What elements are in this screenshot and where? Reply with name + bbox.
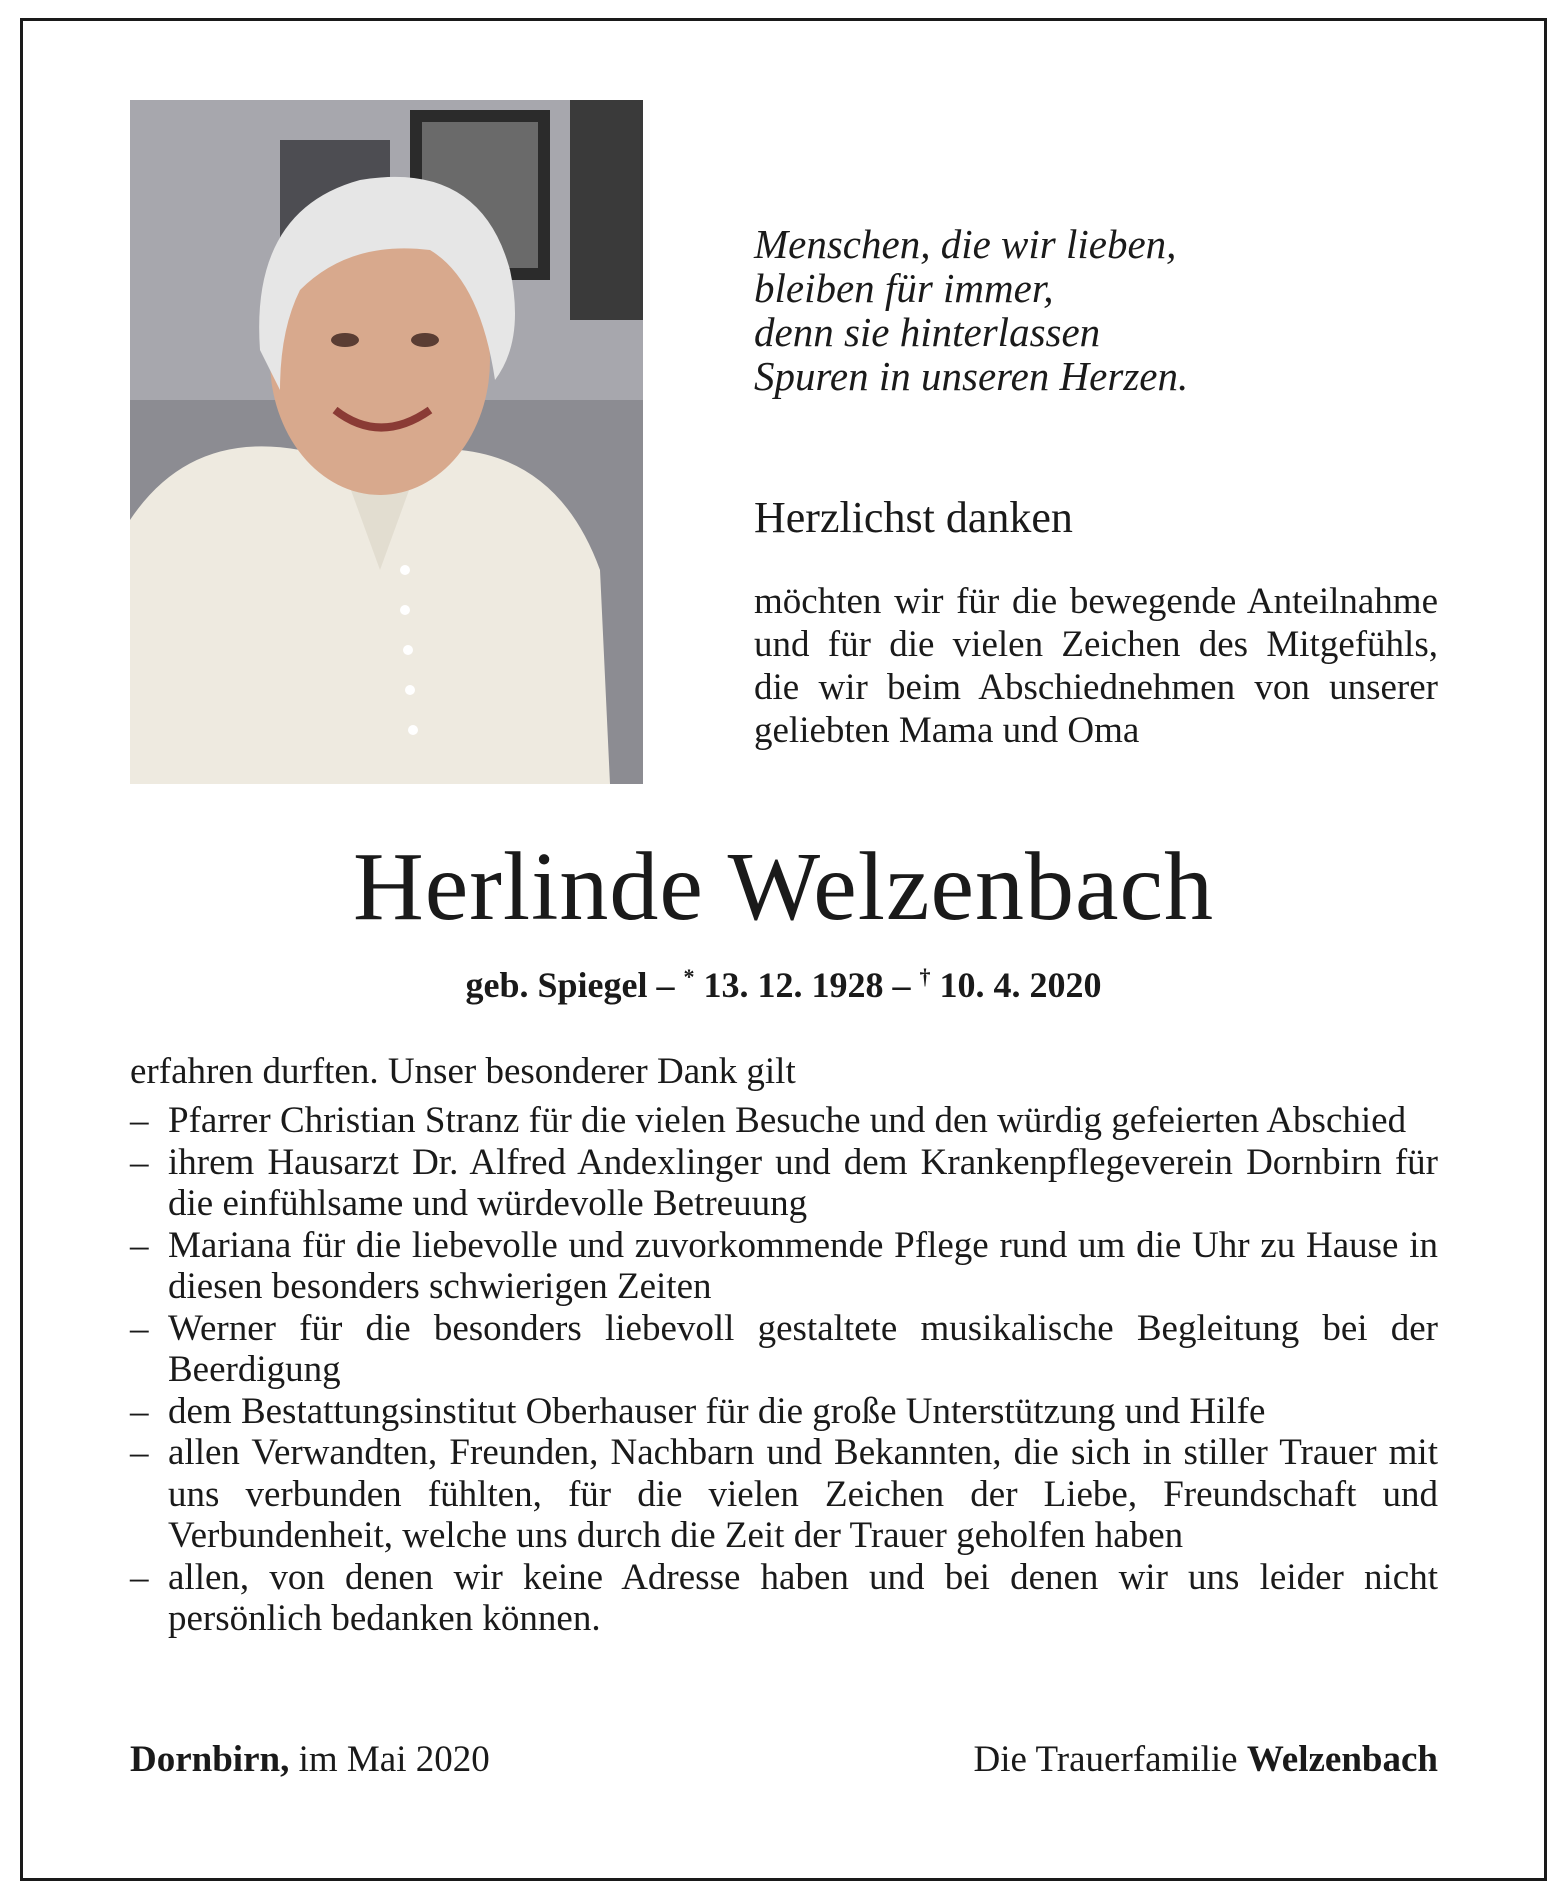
notice-date: im Mai 2020	[289, 1739, 490, 1780]
thanks-item: – ihrem Hausarzt Dr. Alfred Andexlinger und dem Krankenpflegeverein Dornbirn für die einfühlsame und würdevolle Betreuung	[130, 1142, 1438, 1225]
thanks-heading: Herzlichst danken	[754, 493, 1073, 542]
place-date	[130, 1738, 490, 1781]
portrait-photo-icon	[130, 100, 643, 784]
death-symbol: †	[919, 964, 931, 989]
birth-date: 13. 12. 1928	[694, 965, 884, 1005]
intro-paragraph: möchten wir für die bewegende Anteilnahme und für die vielen Zeichen des Mitgefühls, die wir beim Abschiednehmen von unserer geliebten Mama und Oma	[754, 581, 1438, 751]
maiden-name: geb. Spiegel	[465, 965, 648, 1005]
thanks-item: – Mariana für die liebevolle und zuvorkommende Pflege rund um die Uhr zu Hause in diesen besonders schwierigen Zeiten	[130, 1225, 1438, 1308]
quote-line: denn sie hinterlassen	[754, 309, 1101, 355]
thanks-item: – allen, von denen wir keine Adresse haben und bei denen wir uns leider nicht persönlich bedanken können.	[130, 1557, 1438, 1640]
thanks-item: – allen Verwandten, Freunden, Nachbarn und Bekannten, die sich in stiller Trauer mit uns verbunden fühlten, für die vielen Zeichen der Liebe, Freundschaft und Verbundenheit, welche uns durch die Zeit der Trauer geholfen haben	[130, 1432, 1438, 1557]
death-date: 10. 4. 2020	[930, 965, 1102, 1005]
thanks-lead: erfahren durften. Unser besonderer Dank gilt	[130, 1051, 796, 1092]
quote-line: Spuren in unseren Herzen.	[754, 353, 1189, 399]
date-separator: –	[647, 965, 684, 1005]
family-prefix: Die Trauerfamilie	[973, 1739, 1247, 1780]
date-separator: –	[883, 965, 920, 1005]
quote-line: bleiben für immer,	[754, 265, 1054, 311]
family-name: Welzenbach	[1246, 1739, 1438, 1780]
deceased-name: Herlinde Welzenbach	[353, 833, 1214, 941]
quote-line: Menschen, die wir lieben,	[754, 221, 1177, 267]
thanks-item: – dem Bestattungsinstitut Oberhauser für die große Unterstützung und Hilfe	[130, 1391, 1438, 1433]
birth-symbol: *	[683, 964, 695, 989]
family-signature	[974, 1738, 1439, 1781]
memorial-quote	[754, 222, 1454, 398]
place-name: Dornbirn,	[130, 1739, 290, 1780]
life-dates	[0, 964, 1567, 1006]
thanks-list	[130, 1100, 1438, 1640]
thanks-item: – Werner für die besonders liebevoll gestaltete musikalische Begleitung bei der Beerdigung	[130, 1308, 1438, 1391]
thanks-item: – Pfarrer Christian Stranz für die vielen Besuche und den würdig gefeierten Abschied	[130, 1100, 1438, 1142]
